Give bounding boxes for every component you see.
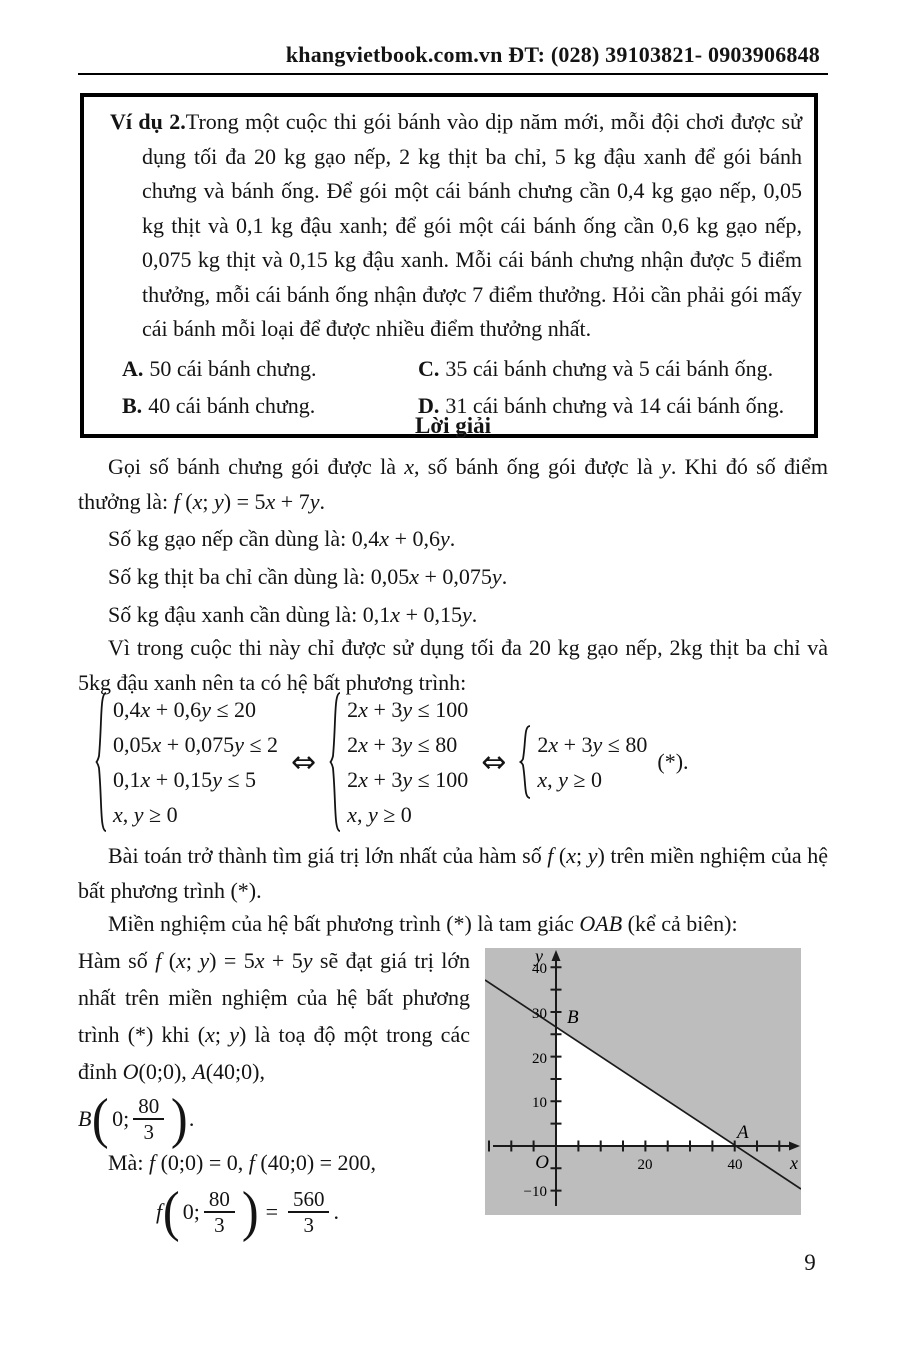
brace-left-1 xyxy=(95,692,109,832)
open-paren: ( xyxy=(92,1088,110,1150)
argument xyxy=(183,1188,239,1237)
option-a-text: 50 cái bánh chưng. xyxy=(149,355,317,381)
page-header: khangvietbook.com.vn ĐT: (028) 39103821- 0903906848 xyxy=(285,42,820,67)
y-tick-label-20: 20 xyxy=(532,1051,547,1067)
numerator: 80 xyxy=(208,1186,230,1211)
fraction-80-3 xyxy=(204,1188,235,1237)
system-group-1 xyxy=(113,692,278,832)
option-b-text: 40 cái bánh chưng. xyxy=(148,392,316,418)
y-tick-label-30: 30 xyxy=(532,1006,547,1022)
fraction-80-3 xyxy=(133,1095,164,1144)
option-a-label: A. xyxy=(122,355,144,381)
x-axis-label: x xyxy=(790,1153,798,1173)
close-paren: ) xyxy=(171,1088,188,1150)
denominator: 3 xyxy=(204,1211,235,1237)
system-star-label: (*). xyxy=(657,749,689,774)
option-c xyxy=(418,350,773,387)
system-group-2 xyxy=(347,692,468,832)
numerator: 560 xyxy=(292,1186,325,1211)
solution-paragraph-9: Mà: f (0;0) = 0, f (40;0) = 200, xyxy=(108,1150,377,1175)
function-symbol: f xyxy=(156,1199,163,1224)
fraction-560-3 xyxy=(288,1188,330,1237)
options-row-1 xyxy=(122,350,802,387)
solution-paragraph-7: Miền nghiệm của hệ bất phương trình (*) là tam giác OAB (kể cả biên): xyxy=(108,911,738,936)
option-d-label: D. xyxy=(418,392,440,418)
coordinate-x: 0; xyxy=(112,1106,130,1131)
feasible-region-graph xyxy=(485,948,801,1215)
inequality: 0,1x + 0,15y ≤ 5 xyxy=(113,767,257,792)
y-tick-label-10: 10 xyxy=(532,1095,547,1111)
open-paren: ( xyxy=(163,1181,180,1243)
origin-label: O xyxy=(535,1152,549,1173)
option-c-text: 35 cái bánh chưng và 5 cái bánh ống. xyxy=(445,355,774,381)
vertex-b-expression xyxy=(78,1088,470,1150)
shaded-region xyxy=(485,948,801,1215)
inequality: 2x + 3y ≤ 80 xyxy=(537,732,648,757)
x-tick-label-20: 20 xyxy=(637,1157,653,1173)
problem-statement: Ví dụ 2.Trong một cuộc thi gói bánh vào dịp năm mới, mỗi đội chơi được sử dụng tối đa 20 kg gạo nếp, 2 kg thịt ba chỉ, 5 kg đậu xanh để gói bánh chưng và bánh ống. Để gói một cái bánh chưng cần 0,4 kg gạo nếp, 0,05 kg thịt và 0,1 kg đậu xanh; để gói một cái bánh ống cần 0,6 kg gạo nếp, 0,075 kg thịt và 0,15 kg đậu xanh. Mỗi cái bánh chưng nhận được 5 điểm thưởng, mỗi cái bánh ống nhận được 7 điểm thưởng. Hỏi cần phải gói mấy cái bánh mỗi loại để được nhiều điểm thưởng nhất. xyxy=(110,109,802,341)
solution-paragraph-2: Số kg gạo nếp cần dùng là: 0,4x + 0,6y. xyxy=(108,526,456,551)
option-c-label: C. xyxy=(418,355,440,381)
y-axis-label: y xyxy=(535,948,543,966)
point-a-label: A xyxy=(737,1122,749,1143)
solution-left-column xyxy=(78,942,470,1243)
solution-paragraph-1: Gọi số bánh chưng gói được là x, số bánh ống gói được là y. Khi đó số điểm thưởng là: f (x; y) = 5x + 7y. xyxy=(78,454,828,514)
inequality: 0,05x + 0,075y ≤ 2 xyxy=(113,732,279,757)
numerator: 80 xyxy=(138,1093,160,1118)
inequality: 0,4x + 0,6y ≤ 20 xyxy=(113,697,257,722)
period: . xyxy=(188,1106,195,1131)
denominator: 3 xyxy=(133,1118,164,1144)
solution-title: Lời giải xyxy=(415,413,491,438)
page-number: 9 xyxy=(804,1250,816,1275)
problem-box xyxy=(80,93,818,438)
option-a xyxy=(122,350,418,387)
f-value-expression xyxy=(156,1181,470,1243)
inequality: 2x + 3y ≤ 100 xyxy=(347,767,469,792)
solution-paragraph-8: Hàm số f (x; y) = 5x + 5y sẽ đạt giá trị lớn nhất trên miền nghiệm của hệ bất phương trình (*) khi (x; y) là toạ độ một trong các đỉnh O(0;0), A(40;0), xyxy=(78,948,470,1084)
option-d-text: 31 cái bánh chưng và 14 cái bánh ống. xyxy=(445,392,785,418)
close-paren: ) xyxy=(241,1181,259,1243)
system-group-3 xyxy=(537,727,647,797)
inequality: 2x + 3y ≤ 100 xyxy=(347,697,469,722)
solution-paragraph-5: Vì trong cuộc thi này chỉ được sử dụng tối đa 20 kg gạo nếp, 2kg thịt ba chỉ và 5kg đậu xanh nên ta có hệ bất phương trình: xyxy=(78,635,828,695)
solution-paragraph-3: Số kg thịt ba chỉ cần dùng là: 0,05x + 0,075y. xyxy=(108,564,508,589)
y-tick-label-neg10: −10 xyxy=(523,1184,547,1200)
equivalence-symbol: ⇔ xyxy=(291,744,317,780)
brace-left-2 xyxy=(329,692,343,832)
inequality-system xyxy=(95,692,689,832)
y-tick-label-40: 40 xyxy=(532,961,547,977)
denominator: 3 xyxy=(288,1211,330,1237)
point-b-symbol: B xyxy=(78,1106,92,1131)
equals-sign: = xyxy=(265,1199,278,1224)
vertex-b-coordinates xyxy=(112,1095,168,1144)
solution-paragraph-6: Bài toán trở thành tìm giá trị lớn nhất của hàm số f (x; y) trên miền nghiệm của hệ bất phương trình (*). xyxy=(78,843,828,903)
x-tick-label-40: 40 xyxy=(727,1157,743,1173)
inequality: x, y ≥ 0 xyxy=(113,802,178,827)
brace-left-3 xyxy=(519,725,533,799)
inequality: x, y ≥ 0 xyxy=(347,802,412,827)
solution-paragraph-4: Số kg đậu xanh cần dùng là: 0,1x + 0,15y. xyxy=(108,602,478,627)
inequality: x, y ≥ 0 xyxy=(537,767,602,792)
coordinate-x: 0; xyxy=(182,1199,200,1224)
option-b-label: B. xyxy=(122,392,143,418)
point-b-label: B xyxy=(567,1007,579,1028)
period: . xyxy=(333,1199,339,1224)
equivalence-symbol: ⇔ xyxy=(481,744,507,780)
inequality: 2x + 3y ≤ 80 xyxy=(347,732,458,757)
header-rule xyxy=(78,73,828,75)
